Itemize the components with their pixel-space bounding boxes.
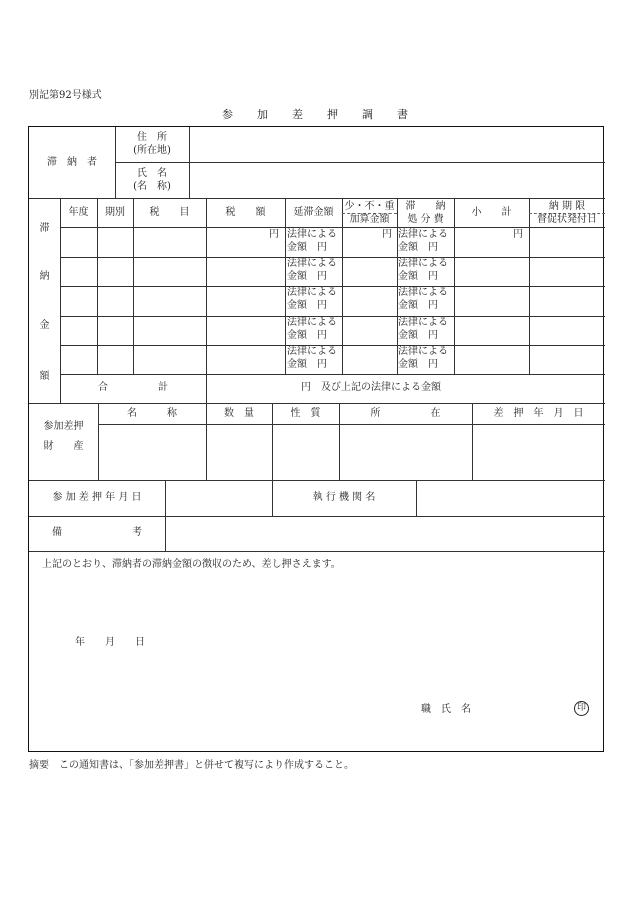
rule [60,198,61,403]
rule [133,198,134,374]
rule [189,127,190,198]
document-title [0,106,630,122]
statement-text: 上記のとおり、滞納者の滞納金額の徴収のため、差し押さえます。 [42,559,341,570]
col-penalty: 少・不・重 [344,201,395,212]
law-amount: 法律による [398,229,448,240]
rule [206,198,207,480]
attachment-date-label: 参 加 差 押 年 月 日 [52,492,142,503]
address-label: 住 所 [137,132,167,143]
rule [97,198,98,374]
col-period: 期別 [105,207,125,218]
law-amount: 金額 円 [287,359,327,370]
arrears-side-label: 額 [39,371,50,382]
yen-mark: 円 [382,229,392,240]
law-amount: 法律による [287,317,337,328]
col-subtotal: 小 計 [471,207,512,218]
total-text: 円 及び上記の法律による金額 [301,382,441,393]
title-char: 参 [222,108,233,121]
arrears-side-label: 滞 [39,223,50,234]
date-line: 年 月 日 [75,637,145,648]
col-deadline: 納 期 限 [548,201,586,212]
name-label: 氏 名 [137,168,167,179]
col-disposal-sub: 処 分 費 [407,214,444,225]
col-tax-item: 税 目 [149,207,190,218]
rule [29,551,605,552]
rule [29,480,605,481]
law-amount: 金額 円 [398,330,438,341]
law-amount: 法律による [287,346,337,357]
col-deadline-sub: 督促状発付日 [537,214,597,225]
total-label: 合 計 [98,382,168,393]
law-amount: 金額 円 [287,330,327,341]
arrears-side-label: 納 [39,271,50,282]
form-id: 別記第92号様式 [29,90,102,101]
rule [416,480,417,516]
title-char: 加 [257,108,268,121]
col-nature: 性 質 [290,408,321,419]
col-tax-amount: 税 額 [225,207,266,218]
rule [285,198,286,374]
yen-mark: 円 [513,229,523,240]
address-label-sub: (所在地) [133,145,171,156]
title-char: 差 [292,108,303,121]
property-side-label: 参加差押 [43,421,84,432]
law-amount: 金額 円 [287,242,327,253]
seal-icon: 印 [574,701,589,716]
law-amount: 金額 円 [398,359,438,370]
yen-mark: 円 [269,229,279,240]
official-label: 職 氏 名 [421,704,471,715]
col-year: 年度 [68,207,89,218]
col-property-name: 名 称 [127,408,177,419]
title-char: 押 [327,108,338,121]
law-amount: 法律による [287,229,337,240]
rule [60,227,605,228]
col-quantity: 数 量 [224,408,254,419]
executing-agency-label: 執 行 機 関 名 [312,492,376,503]
col-disposal: 滞 納 [405,201,446,212]
rule [454,198,455,374]
col-late-fee: 延滞金額 [293,207,334,218]
form-frame [28,126,604,752]
rule [98,424,605,425]
col-seizure-date: 差 押 年 月 日 [493,408,584,419]
title-char: 書 [397,108,408,121]
rule [60,374,605,375]
law-amount: 法律による [287,287,337,298]
rule [29,403,605,404]
law-amount: 金額 円 [398,271,438,282]
name-label-sub: (名 称) [133,181,171,192]
rule [29,516,605,517]
law-amount: 法律による [287,258,337,269]
footnote: 摘要 この通知書は、「参加差押書」と併せて複写により作成すること。 [29,760,354,771]
rule [29,198,605,199]
law-amount: 金額 円 [287,300,327,311]
law-amount: 金額 円 [398,242,438,253]
property-side-label-sub: 財 産 [43,441,84,452]
arrears-side-label: 金 [39,320,50,331]
law-amount: 法律による [398,346,448,357]
col-penalty-sub: 加算金額 [349,214,390,225]
law-amount: 金額 円 [287,271,327,282]
title-char: 調 [362,108,373,121]
law-amount: 法律による [398,317,448,328]
taxpayer-label: 滞 納 者 [47,157,97,168]
law-amount: 法律による [398,287,448,298]
law-amount: 金額 円 [398,300,438,311]
remarks-label: 備 考 [52,527,142,538]
col-location: 所 在 [370,408,441,419]
rule [165,480,166,551]
law-amount: 法律による [398,258,448,269]
